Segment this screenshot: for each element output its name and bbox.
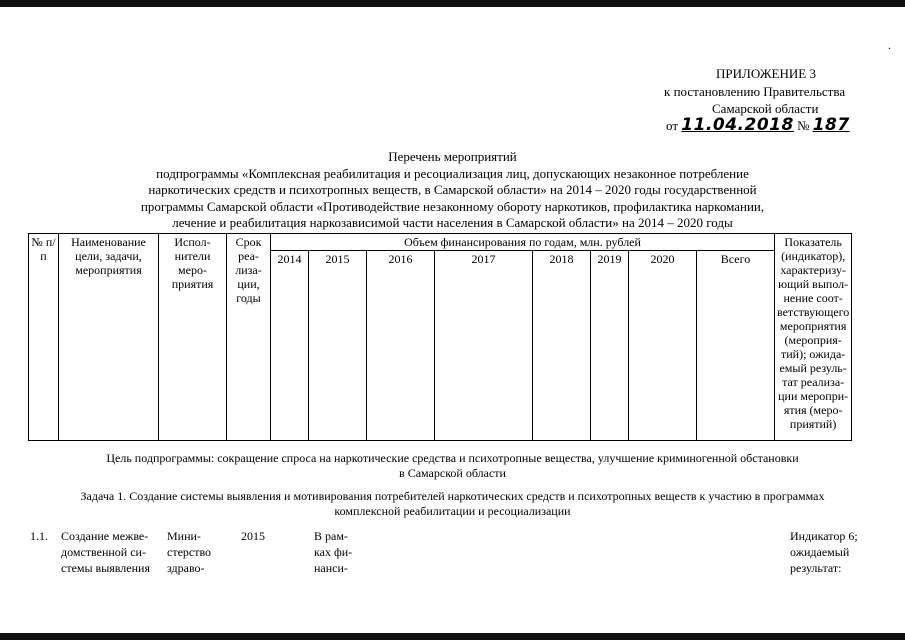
- header-year: 2018: [533, 251, 591, 441]
- list-title: Перечень мероприятий: [388, 149, 517, 164]
- row-name: Создание межве-домственной си-стемы выявления: [61, 529, 150, 575]
- scan-top-border: [0, 0, 905, 7]
- number-handwritten: 187: [812, 115, 850, 135]
- task-line1: Задача 1. Создание системы выявления и мотивирования потребителей наркотических средств и психотропных веществ к участию в программах: [80, 489, 825, 503]
- header-funding: Объем финансирования по годам, млн. рублей: [271, 234, 775, 251]
- date-handwritten: 11.04.2018: [681, 115, 794, 135]
- row-number: 1.1.: [30, 529, 48, 543]
- header-year: 2017: [435, 251, 533, 441]
- header-year: 2020: [629, 251, 697, 441]
- scan-bottom-border: [0, 633, 905, 640]
- header-no: № п/п: [29, 234, 59, 441]
- subprogram-line2: наркотических средств и психотропных веществ, в Самарской области» на 2014 – 2020 годы государственной: [148, 182, 757, 197]
- subprogram-line4: лечение и реабилитация наркозависимой части населения в Самарской области» на 2014 – 2020 годы: [172, 215, 733, 230]
- row-indicator: Индикатор 6; ожидаемый результат:: [790, 529, 858, 575]
- header-term: Срок реа-лиза-ции, годы: [227, 234, 271, 441]
- goal-line1: Цель подпрограммы: сокращение спроса на наркотические средства и психотропные вещества, улучшение криминогенной обстановки: [106, 451, 799, 465]
- header-year: 2016: [367, 251, 435, 441]
- measures-table-header: [28, 233, 852, 441]
- header-year: 2019: [591, 251, 629, 441]
- goal-line2: в Самарской области: [399, 466, 506, 480]
- header-indicator: Показатель (индикатор), характеризу-ющий выпол-нение соот-ветствующего мероприятия (мероприя-тий); ожида-емый резуль-тат реализа-ции меропри-ятия (меро-приятий): [775, 234, 852, 441]
- header-year: 2015: [309, 251, 367, 441]
- date-prefix: от: [666, 118, 679, 133]
- scan-speck: .: [888, 38, 891, 52]
- appendix-line2: к постановлению Правительства: [664, 84, 846, 99]
- subprogram-line1: подпрограммы «Комплексная реабилитация и ресоциализация лиц, допускающих незаконное потребление: [156, 166, 749, 181]
- header-executors: Испол-нители меро-приятия: [159, 234, 227, 441]
- appendix-date-line: [666, 115, 850, 135]
- header-total: Всего: [697, 251, 775, 441]
- task-line2: комплексной реабилитации и ресоциализации: [334, 504, 571, 518]
- appendix-line3: Самарской области: [712, 101, 819, 116]
- appendix-title: ПРИЛОЖЕНИЕ 3: [716, 66, 816, 81]
- header-year: 2014: [271, 251, 309, 441]
- row-executors: Мини-стерство здраво-: [167, 529, 212, 575]
- row-funding: В рам-ках фи-нанси-: [314, 529, 353, 575]
- number-prefix: №: [797, 118, 810, 133]
- row-term: 2015: [241, 529, 265, 543]
- header-name: Наименование цели, задачи, мероприятия: [59, 234, 159, 441]
- subprogram-line3: программы Самарской области «Противодействие незаконному обороту наркотиков, профилактика наркомании,: [140, 199, 765, 214]
